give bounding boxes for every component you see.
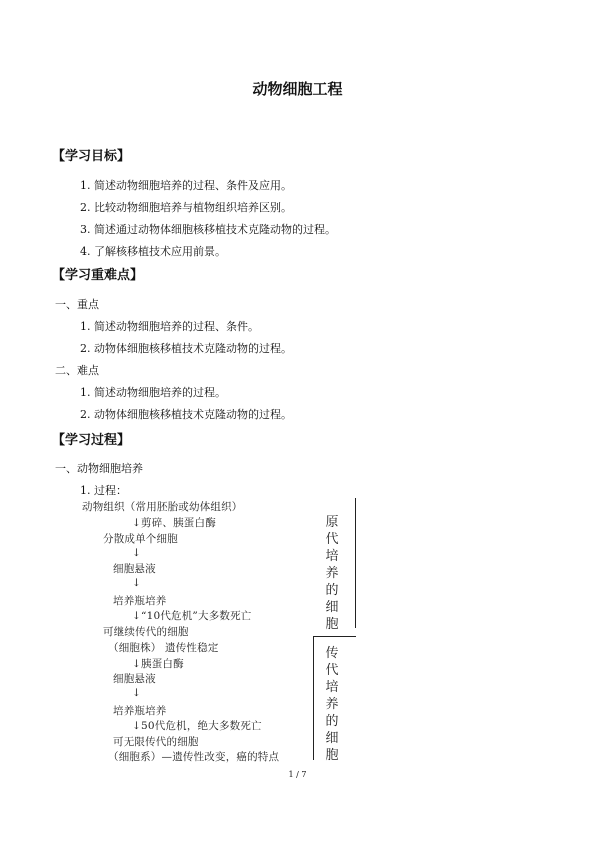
flow-step: 培养瓶培养	[113, 595, 167, 607]
flow-note: （细胞株） 遗传性稳定	[108, 642, 219, 654]
flow-arrow: ↓50代危机，绝大多数死亡	[132, 720, 262, 732]
page-title: 动物细胞工程	[252, 80, 343, 98]
goal-item: 1. 简述动物细胞培养的过程、条件及应用。	[80, 179, 292, 192]
difficult-points-heading: 二、难点	[55, 364, 99, 377]
key-points-heading: 一、重点	[55, 298, 99, 311]
process-subheading: 一、动物细胞培养	[55, 462, 143, 475]
page-number: 1 / 7	[288, 770, 307, 779]
flow-note: （细胞系）—遗传性改变，癌的特点	[108, 751, 280, 763]
goal-item: 4. 了解核移植技术应用前景。	[80, 245, 226, 258]
difficult-point-item: 2. 动物体细胞核移植技术克隆动物的过程。	[80, 408, 292, 421]
flow-arrow: ↓“10代危机”大多数死亡	[132, 610, 252, 622]
flow-step: 分散成单个细胞	[103, 533, 178, 545]
section-key-difficult-points: 【学习重难点】	[52, 268, 144, 283]
flow-arrow: ↓剪碎、胰蛋白酶	[132, 517, 216, 529]
section-learning-goals: 【学习目标】	[52, 149, 131, 164]
passage-culture-label: 传代培养的细胞	[325, 646, 339, 763]
process-item: 1. 过程：	[80, 484, 127, 497]
flow-arrow: ↓	[132, 577, 141, 589]
key-point-item: 1. 简述动物细胞培养的过程、条件。	[80, 320, 259, 333]
key-point-item: 2. 动物体细胞核移植技术克隆动物的过程。	[80, 342, 292, 355]
flow-arrow: ↓	[132, 547, 141, 559]
flow-arrow: ↓胰蛋白酶	[132, 658, 184, 670]
flow-step: 细胞悬液	[113, 673, 156, 685]
goal-item: 3. 简述通过动物体细胞核移植技术克隆动物的过程。	[80, 223, 336, 236]
section-learning-process: 【学习过程】	[52, 433, 131, 448]
flow-arrow: ↓	[132, 687, 141, 699]
bracket-line	[313, 636, 314, 760]
bracket-line	[355, 498, 356, 628]
flow-step: 细胞悬液	[113, 563, 156, 575]
primary-culture-label: 原代培养的细胞	[325, 515, 339, 632]
flow-step: 可无限传代的细胞	[113, 736, 199, 748]
difficult-point-item: 1. 简述动物细胞培养的过程。	[80, 386, 226, 399]
bracket-line	[313, 636, 356, 637]
goal-item: 2. 比较动物细胞培养与植物组织培养区别。	[80, 201, 292, 214]
flow-step: 可继续传代的细胞	[103, 626, 189, 638]
flow-step: 培养瓶培养	[113, 705, 167, 717]
flow-step: 动物组织（常用胚胎或幼体组织）	[82, 501, 243, 513]
